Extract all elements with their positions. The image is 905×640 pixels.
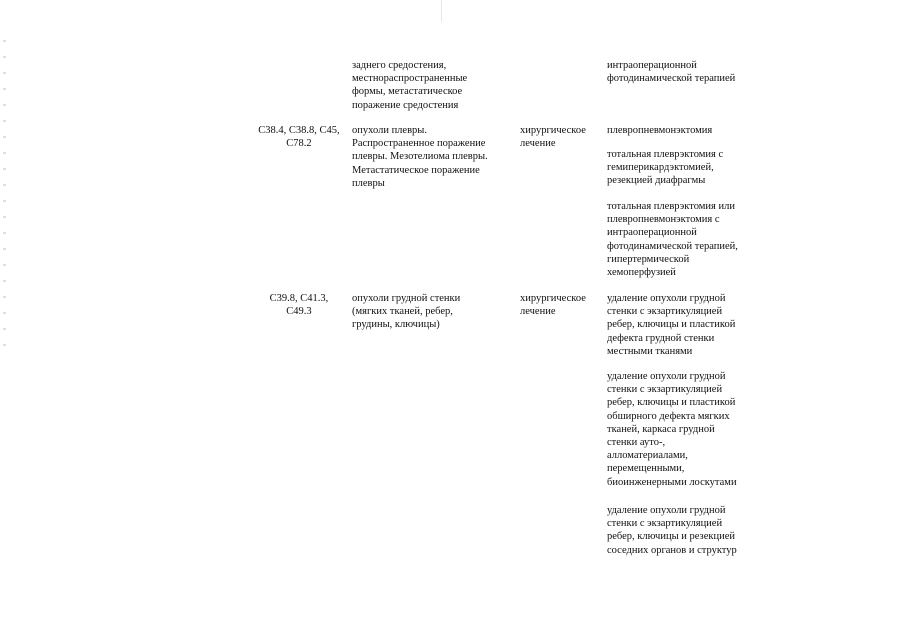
pleura-codes: C38.4, C38.8, C45, C78.2 (258, 125, 340, 150)
chest-method-1: удаление опухоли грудной стенки с экзартикуляцией ребер, ключицы и пластикой дефекта грудной стенки местными тканями (607, 293, 736, 357)
chest-codes: C39.8, C41.3, C49.3 (269, 293, 329, 318)
top-row-disease: заднего средостения, местнораспространенные формы, метастатическое поражение средостения (352, 60, 468, 111)
pleura-method-3: тотальная плеврэктомия или плевропневмонэктомия с интраоперационной фотодинамической терапией, гипертермической хемоперфузией (607, 201, 738, 279)
pleura-treatment: хирургическое лечение (520, 125, 586, 150)
scan-fold-line (441, 0, 442, 22)
scan-margin-marks (3, 40, 6, 360)
chest-method-2: удаление опухоли грудной стенки с экзартикуляцией ребер, ключицы и пластикой обширного дефекта мягких тканей, каркаса грудной стенки ауто-, алломатериалами, перемещенными, биоинженерными лоскутами (607, 371, 737, 488)
pleura-method-2: тотальная плеврэктомия с гемиперикардэктомией, резекцией диафрагмы (607, 149, 724, 187)
chest-method-3: удаление опухоли грудной стенки с экзартикуляцией ребер, ключицы и резекцией соседних органов и структур (607, 505, 737, 556)
pleura-method-1: плевропневмонэктомия (607, 125, 713, 136)
chest-disease: опухоли грудной стенки (мягких тканей, ребер, грудины, ключицы) (352, 293, 461, 331)
pleura-disease: опухоли плевры. Распространенное поражение плевры. Мезотелиома плевры. Метастатическое поражение плевры (352, 125, 488, 189)
chest-treatment: хирургическое лечение (520, 293, 586, 318)
top-row-method: интраоперационной фотодинамической терапией (607, 60, 736, 85)
